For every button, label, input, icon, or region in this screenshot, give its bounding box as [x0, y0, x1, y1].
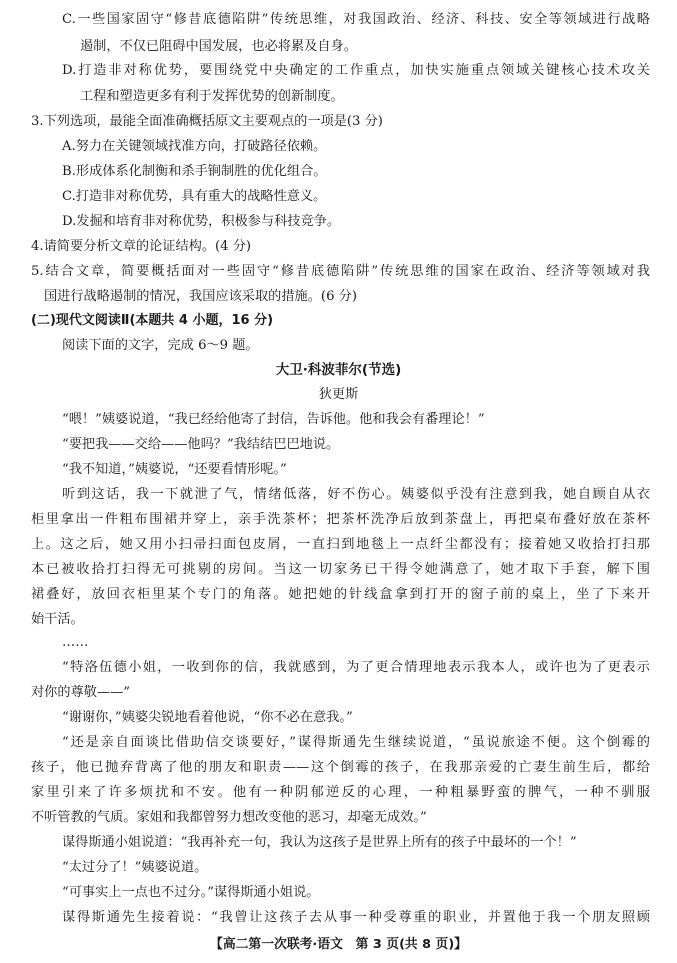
q3-option-a: A.努力在关键领域找准方向，打破路径依赖。 [62, 139, 327, 154]
passage-p4-line4: 本已被收拾打扫得无可挑剔的房间。当这一切家务已干得令她满意了，她才取下手套，解下围 [31, 562, 650, 577]
passage-p7-line2: 孩子，他已抛弃背离了他的朋友和职责——这个倒霉的孩子，在我那亲爱的亡妻生前生后，都给 [31, 760, 650, 775]
passage-p11: 谋得斯通先生接着说：“我曾让这孩子去从事一种受尊重的职业，并置他于我一个朋友照顾 [62, 910, 650, 925]
q5-line2: 国进行战略遏制的情况，我国应该采取的措施。(6 分) [44, 289, 357, 304]
page-footer: 【高二第一次联考·语文 第 3 页(共 8 页)】 [210, 937, 467, 952]
q2-option-d-line2: 工程和塑造更多有利于发挥优势的创新制度。 [80, 89, 344, 104]
passage-p4-line2: 柜里拿出一件粗布围裙并穿上，亲手洗茶杯；把茶杯洗净后放到茶盘上，再把桌布叠好放在茶杯 [31, 512, 650, 527]
passage-p7-line1: “还是亲自面谈比借助信交谈要好，”谋得斯通先生继续说道，“虽说旅途不便。这个倒霉的 [62, 735, 650, 750]
passage-p5-line2: 对你的尊敬——” [31, 685, 131, 700]
q2-option-d-line1: D.打造非对称优势，要围绕党中央确定的工作重点，加快实施重点领域关键核心技术攻关 [62, 63, 650, 78]
passage-p6: “谢谢你，”姨婆尖锐地看着他说，“你不必在意我。” [62, 710, 353, 725]
passage-p2: “要把我——交给——他吗？”我结结巴巴地说。 [62, 437, 340, 452]
passage-p4-line5: 裙叠好，放回衣柜里某个专门的角落。她把她的针线盒拿到打开的窗子前的桌上，坐了下来开 [31, 587, 650, 602]
passage-title: 大卫·科波菲尔(节选) [275, 362, 402, 378]
passage-p10: “可事实上一点也不过分。”谋得斯通小姐说。 [62, 885, 320, 900]
q2-option-c-line1: C.一些国家固守“修昔底德陷阱”传统思维，对我国政治、经济、科技、安全等领域进行战略 [62, 12, 650, 27]
passage-p5-line1: “特洛伍德小姐，一收到你的信，我就感到，为了更合情理地表示我本人，或许也为了更表示 [62, 660, 650, 675]
q3-option-c: C.打造非对称优势，具有重大的战略性意义。 [62, 189, 327, 204]
q3-stem: 3.下列选项，最能全面准确概括原文主要观点的一项是(3 分) [31, 114, 383, 129]
q3-option-d: D.发掘和培育非对称优势，积极参与科技竞争。 [62, 214, 341, 229]
passage-p7-line3: 家里引来了许多烦扰和不安。他有一种阴郁逆反的心理，一种粗暴野蛮的脾气，一种不驯服 [31, 785, 650, 800]
passage-p3: “我不知道，”姨婆说，“还要看情形呢。” [62, 462, 287, 477]
q2-option-c-line2: 遏制，不仅已阻碍中国发展，也必将累及自身。 [80, 39, 357, 54]
passage-ellipsis: …… [62, 635, 89, 650]
passage-p8: 谋得斯通小姐说道：“我再补充一句，我认为这孩子是世界上所有的孩子中最坏的一个！” [62, 835, 577, 850]
section2-heading: (二)现代文阅读Ⅱ(本题共 4 小题，16 分) [31, 313, 274, 328]
passage-p9: “太过分了！”姨婆说道。 [62, 860, 208, 875]
passage-author: 狄更斯 [318, 387, 359, 402]
section2-instruction: 阅读下面的文字，完成 6～9 题。 [62, 338, 259, 353]
passage-p4-line1: 听到这话，我一下就泄了气，情绪低落，好不伤心。姨婆似乎没有注意到我，她自顾自从衣 [62, 487, 650, 502]
passage-p7-line4: 不听管教的气质。家姐和我都曾努力想改变他的恶习，却毫无成效。” [31, 810, 427, 825]
q5-line1: 5.结合文章，简要概括面对一些固守“修昔底德陷阱”传统思维的国家在政治、经济等领域对我 [31, 264, 650, 279]
passage-p4-line3: 上。这之后，她又用小扫帚扫面包皮屑，一直扫到地毯上一点纤尘都没有；接着她又收拾打扫那 [31, 537, 650, 552]
q3-option-b: B.形成体系化制衡和杀手锏制胜的优化组合。 [62, 164, 327, 179]
passage-p4-line6: 始干活。 [31, 612, 84, 627]
q4-text: 4.请简要分析文章的论证结构。(4 分) [31, 239, 252, 254]
passage-p1: “喂！”姨婆说道，“我已经给他寄了封信，告诉他。他和我会有番理论！” [62, 412, 485, 427]
